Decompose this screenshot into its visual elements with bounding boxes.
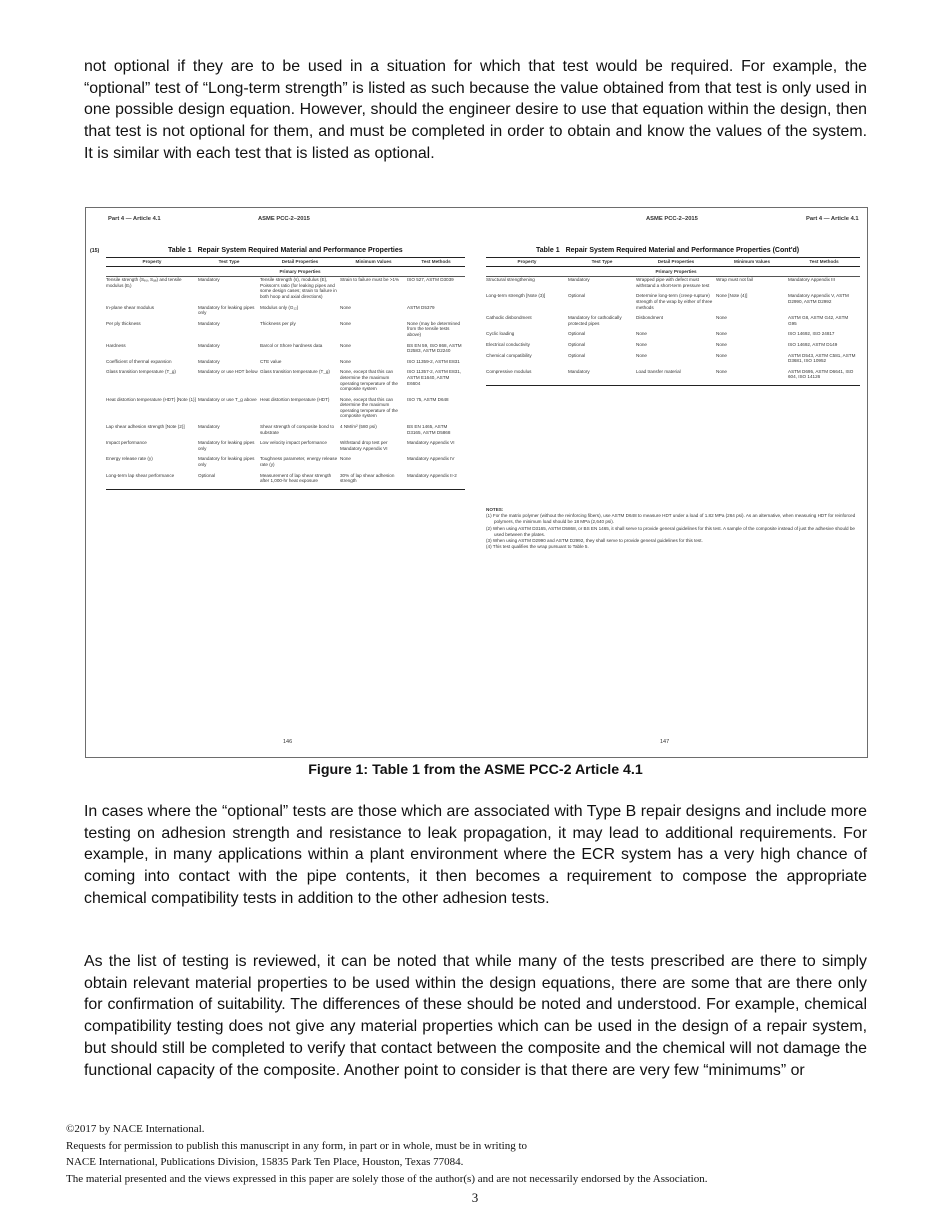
table-cell: Wrapped pipe with defect must withstand a short-term pressure test <box>636 277 710 288</box>
table-cell: None <box>340 320 351 326</box>
table-cell: Mandatory for leaking pipes only <box>198 456 255 468</box>
column-header: Test Type <box>568 258 636 267</box>
table-row <box>106 456 465 472</box>
table-cell: Thickness per ply <box>260 320 296 326</box>
table-cell: Optional <box>568 341 586 347</box>
table-cell: Disbondment <box>636 315 664 321</box>
table-note: (2) When using ASTM D3165, ASTM D5868, or BS EN 1465, it shall serve to provide general guidelines for this test. A sample of the composite instead of just the adhesive should be used between the plates. <box>486 525 855 537</box>
footer-disclaimer-line: The material presented and the views expressed in this paper are solely those of the author(s) and are not necessarily endorsed by the Association. <box>66 1172 708 1185</box>
table-cell: BS EN 59, ISO 868, ASTM D2583, ASTM D2240 <box>407 342 462 354</box>
table-row <box>486 369 860 386</box>
table-cell: ISO 14692, ISO 24817 <box>788 331 835 337</box>
table-row <box>486 277 860 294</box>
footer-permission-line: Requests for permission to publish this manuscript in any form, in part or in whole, must be in writing to <box>66 1139 528 1152</box>
right-page-scan <box>478 208 869 757</box>
table-note: (3) When using ASTM D2990 and ASTM D2992, they shall serve to provide general guidelines for this test. <box>486 538 703 544</box>
table-cell: Tensile strength (Sₑᵤ, Sₐₑ) and tensile modulus (Eᵢ) <box>106 277 182 288</box>
table-cell: Mandatory <box>198 277 220 283</box>
footer-address-line: NACE International, Publications Division, 15835 Park Ten Place, Houston, Texas 77084. <box>66 1156 464 1168</box>
table-cell: Mandatory Appendix II-2 <box>407 472 457 478</box>
table-cell: Strain to failure must be >1% <box>340 277 400 283</box>
table-cell: None <box>636 341 647 347</box>
footer-copyright: ©2017 by NACE International. <box>66 1123 205 1135</box>
table-cell: Electrical conductivity <box>486 341 530 347</box>
table-cell: Mandatory <box>198 424 220 430</box>
table-cell: Cathodic disbondment <box>486 315 532 321</box>
table-cell: ASTM G8, ASTM G42, ASTM G95 <box>788 315 849 326</box>
table-cell: Optional <box>198 472 216 478</box>
column-header: Detail Properties <box>260 258 340 267</box>
table-cell: Impact performance <box>106 440 147 446</box>
table-row <box>486 331 860 342</box>
table-row <box>486 342 860 353</box>
table-cell: None (may be determined from the tensile tests above) <box>407 320 461 337</box>
table-note: (1) For the matrix polymer (without the reinforcing fibers), use ASTM D648 to measure HDT under a load of 1.82 MPa (264 psi). As an alternative, when measuring HDT for reinforced polymers, the minimum load should be 18 MPa (2,640 psi). <box>486 513 856 525</box>
column-header: Detail Properties <box>636 258 716 267</box>
left-header-standard: ASME PCC-2–2015 <box>258 216 310 222</box>
table-cell: ISO 14692, ASTM D149 <box>788 341 838 347</box>
table-cell: Mandatory Appendix IV <box>407 456 455 462</box>
right-table-label: Table 1 <box>536 247 560 254</box>
table-row <box>106 305 465 321</box>
table-cell: Toughness parameter, energy release rate (γ) <box>260 456 338 468</box>
column-header: Test Type <box>198 258 260 267</box>
table-cell: 30% of lap shear adhesion strength <box>340 472 395 484</box>
table-cell: None <box>340 358 351 364</box>
table-cell: Mandatory Appendix VI <box>407 440 455 446</box>
table-cell: ISO 527, ASTM D3039 <box>407 277 454 283</box>
table-cell: Measurement of lap shear strength after 1,000-hr heat exposure <box>260 472 332 484</box>
table-row <box>106 359 465 370</box>
table-header-row <box>106 258 465 267</box>
figure-caption: Figure 1: Table 1 from the ASME PCC-2 Article 4.1 <box>308 762 643 778</box>
table-cell: Mandatory or use T_g above <box>198 396 257 402</box>
table-cell: ASTM D543, ASTM C581, ASTM D3681, ISO 10952 <box>788 352 856 364</box>
table-cell: Structural strengthening <box>486 277 535 283</box>
table-row <box>106 424 465 440</box>
section-label: Primary Properties <box>260 266 340 277</box>
column-header: Test Methods <box>407 258 465 267</box>
table-row <box>106 321 465 343</box>
table-cell: Mandatory <box>568 277 590 283</box>
section-row <box>106 266 465 277</box>
table-cell: None <box>716 315 727 321</box>
table-cell: Optional <box>568 331 586 337</box>
left-page-scan <box>86 208 478 757</box>
left-table-label: Table 1 <box>168 247 192 254</box>
table-row <box>106 440 465 456</box>
table-cell: Withstand drop test per Mandatory Appendix VI <box>340 440 388 451</box>
table-cell: Load transfer material <box>636 368 681 374</box>
right-header-standard: ASME PCC-2–2015 <box>646 216 698 222</box>
left-page-number: 146 <box>283 739 293 745</box>
table-cell: Mandatory for leaking pipes only <box>198 440 255 451</box>
table-cell: None, except that this can determine the maximum operating temperature of the composite system <box>340 396 398 419</box>
section-label: Primary Properties <box>636 266 716 277</box>
revision-margin-note: (15) <box>90 248 100 254</box>
table-row <box>486 353 860 369</box>
body-paragraph-1: not optional if they are to be used in a situation for which that test would be required. For example, the “optional” test of “Long-term strength” is listed as such because the value obtained from that test is only used in one possible design equation. However, should the engineer desire to use that equation within the design, then that test is not optional for them, and must be completed in order to obtain and know the values of the system. It is similar with each test that is listed as optional. <box>84 58 867 162</box>
table-cell: Long-term lap shear performance <box>106 472 175 478</box>
left-header-part: Part 4 — Article 4.1 <box>108 216 161 222</box>
table-cell: Mandatory <box>198 320 220 326</box>
table-cell: ASTM D5379 <box>407 304 435 310</box>
table-cell: ISO 11359-2, ASTM E831 <box>407 358 460 364</box>
table-cell: None <box>716 352 727 358</box>
table-cell: None, except that this can determine the maximum operating temperature of the composite system <box>340 369 398 392</box>
table-cell: Mandatory <box>198 358 220 364</box>
column-header: Minimum Values <box>716 258 788 267</box>
table-cell: Tensile strength (s), modulus (E), Poisson's ratio (for leaking pipes and some design cases; strain to failure in both hoop and axial directions) <box>260 277 337 299</box>
left-properties-table <box>106 257 465 490</box>
table-cell: BS EN 1465, ASTM D3165, ASTM D5868 <box>407 424 451 435</box>
table-cell: Mandatory <box>198 342 220 348</box>
table-row <box>106 343 465 359</box>
table-row <box>486 293 860 315</box>
table-cell: Heat distortion temperature (HDT) <box>260 396 330 402</box>
page-number: 3 <box>471 1190 479 1205</box>
table-cell: ASTM D695, ASTM D6641, ISO 604, ISO 14126 <box>788 368 854 380</box>
table-cell: CTE value <box>260 358 282 364</box>
table-cell: Hardness <box>106 342 126 348</box>
table-cell: None <box>340 342 351 348</box>
notes-heading: NOTES: <box>486 507 504 512</box>
table-cell: Mandatory for cathodically protected pipes <box>568 315 622 326</box>
right-page-number: 147 <box>660 739 670 745</box>
table-header-row <box>486 258 860 267</box>
table-cell: None <box>636 331 647 337</box>
table-row <box>106 277 465 305</box>
column-header: Property <box>106 258 198 267</box>
table-cell: ISO 11357-2, ASTM E831, ASTM E1640, ASTM E6604 <box>407 369 462 386</box>
table-cell: Heat distortion temperature (HDT) [Note (1)] <box>106 396 196 402</box>
table-cell: Coefficient of thermal expansion <box>106 358 172 364</box>
table-notes <box>486 507 858 550</box>
table-figure <box>85 207 868 758</box>
table-cell: In-plane shear modulus <box>106 304 155 310</box>
table-cell: Mandatory <box>568 368 590 374</box>
table-cell: Mandatory Appendix III <box>788 277 835 283</box>
table-cell: Low velocity impact performance <box>260 440 327 446</box>
left-table-title-text: Repair System Required Material and Performance Properties <box>197 247 403 254</box>
table-cell: Lap shear adhesion strength [Note (2)] <box>106 424 185 430</box>
table-cell: None <box>636 352 647 358</box>
table-cell: Shear strength of composite bond to substrate <box>260 424 335 435</box>
table-cell: None <box>340 456 351 462</box>
table-cell: 4 NM/m² (580 psi) <box>340 424 377 430</box>
section-row <box>486 266 860 277</box>
right-properties-table <box>486 257 860 386</box>
table-cell: None <box>340 304 351 310</box>
right-header-part: Part 4 — Article 4.1 <box>806 216 859 222</box>
right-table-title <box>536 247 799 254</box>
table-row <box>486 315 860 331</box>
table-cell: Compressive modulus <box>486 368 532 374</box>
table-note: (4) This test qualifies the wrap pursuant to Table 5. <box>486 544 589 550</box>
table-cell: None <box>716 368 727 374</box>
table-cell: Per ply thickness <box>106 320 141 326</box>
table-cell: None <box>716 331 727 337</box>
table-cell: Barcol or Shore hardness data <box>260 342 323 348</box>
table-end-rule <box>106 489 465 490</box>
footer-notice <box>66 1121 707 1187</box>
table-cell: Wrap must not fail <box>716 277 753 283</box>
body-paragraph-3: As the list of testing is reviewed, it can be noted that while many of the tests prescribed are there to simply obtain relevant material properties to be used within the design equations, there are some that are there only for confirmation of suitability. The differences of these should be noted and understood. For example, chemical compatibility testing does not give any material properties which can be used in the design of a repair system, but should still be completed to verify that contact between the composite and the chemical will not damage the functional capacity of the composite. Another point to consider is that there are very few “minimums” or <box>84 953 867 1079</box>
column-header: Minimum Values <box>340 258 407 267</box>
table-cell: Optional <box>568 352 586 358</box>
table-row <box>106 369 465 396</box>
table-cell: Cyclic loading <box>486 331 515 337</box>
table-cell: ISO 75, ASTM D648 <box>407 396 449 402</box>
table-cell: Optional <box>568 293 586 299</box>
table-cell: Long-term strength [Note (3)] <box>486 293 546 299</box>
table-cell: Glass transition temperature (T_g) <box>260 369 330 375</box>
column-header: Property <box>486 258 568 267</box>
right-table-title-text: Repair System Required Material and Performance Properties (Cont'd) <box>565 247 800 254</box>
table-row <box>106 473 465 490</box>
table-cell: Mandatory Appendix V, ASTM D2990, ASTM D2992 <box>788 293 849 304</box>
table-cell: None <box>716 341 727 347</box>
table-cell: Energy release rate (γ) <box>106 456 153 462</box>
table-cell: Modulus only (G₁₂) <box>260 304 299 310</box>
table-cell: Mandatory or use HDT below <box>198 369 258 375</box>
table-cell: Determine long-term (creep-rupture) strength of the wrap by either of three methods <box>636 293 713 310</box>
column-header: Test Methods <box>788 258 860 267</box>
table-row <box>106 397 465 424</box>
table-cell: Mandatory for leaking pipes only <box>198 304 255 316</box>
body-paragraph-2: In cases where the “optional” tests are those which are associated with Type B repair designs and include more testing on adhesion strength and resistance to leak propagation, it may lead to additional requirements. For example, in many applications within a plant environment where the ECR system has a very high chance of coming into contact with the pipe contents, it then becomes a requirement to compose the appropriate chemical compatibility tests in addition to the other adhesion tests. <box>84 803 867 907</box>
table-cell: Glass transition temperature (T_g) <box>106 369 176 375</box>
table-end-rule <box>486 385 860 386</box>
table-cell: None [Note (4)] <box>716 293 748 299</box>
left-table-title <box>168 247 403 254</box>
table-cell: Chemical compatibility <box>486 352 532 358</box>
